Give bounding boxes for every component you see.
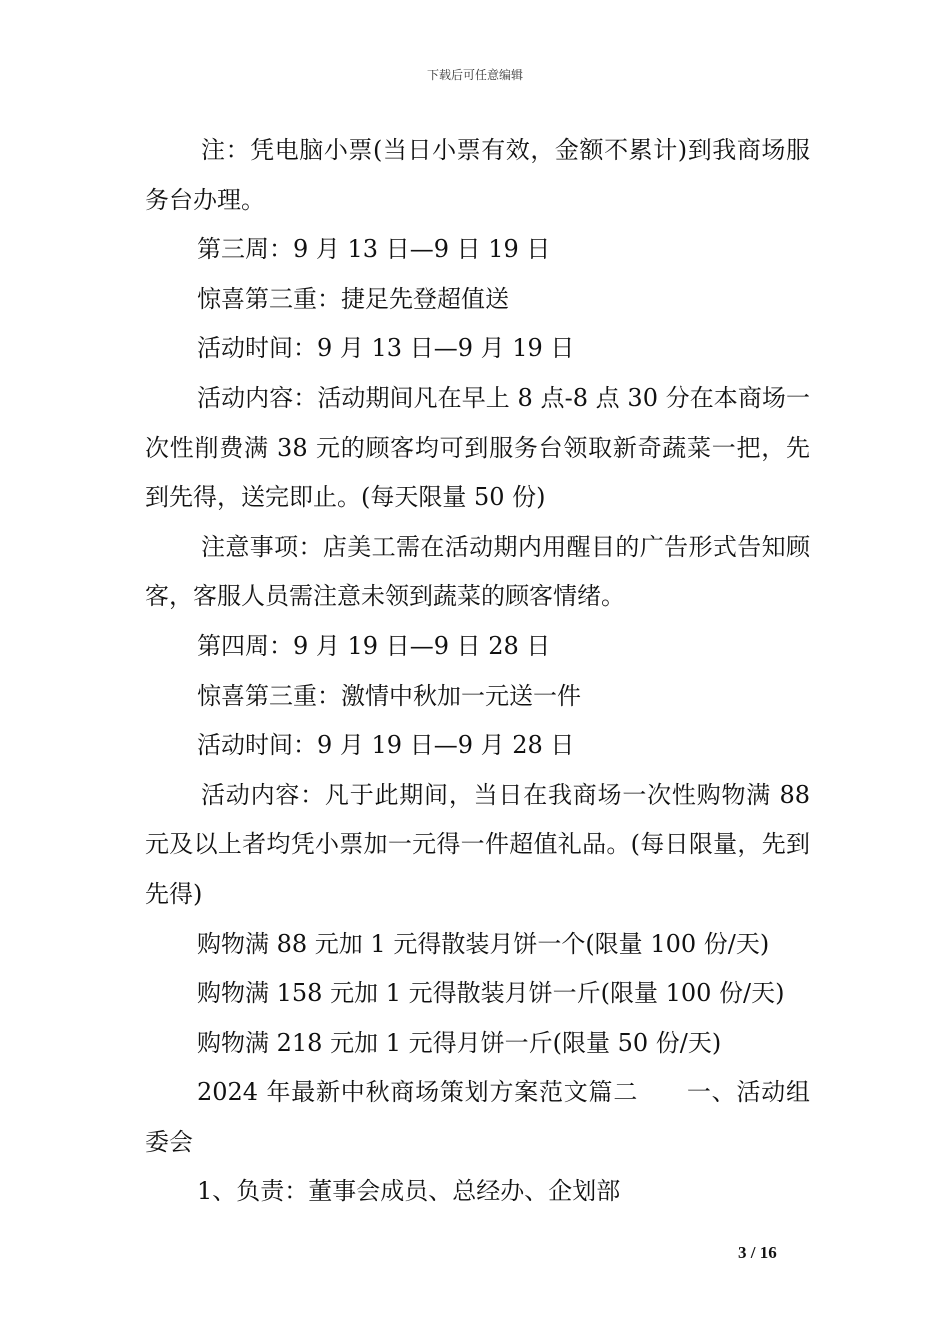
paragraph-activity-time-2: 活动时间：9 月 19 日—9 月 28 日 [197, 731, 575, 760]
page-number: 3 / 16 [738, 1243, 777, 1262]
paragraph-gift-158: 购物满 158 元加 1 元得散装月饼一斤(限量 100 份/天) [197, 979, 785, 1008]
paragraph-week4: 第四周：9 月 19 日—9 日 28 日 [197, 631, 551, 660]
paragraph-gift-218: 购物满 218 元加 1 元得月饼一斤(限量 50 份/天) [197, 1028, 722, 1057]
section-heading: 2024 年最新中秋商场策划方案范文篇二 [197, 1078, 639, 1107]
paragraph-activity-content-1: 活动内容：活动期间凡在早上 8 点-8 点 30 分在本商场一次性削费满 38 元的顾客均可到服务台领取新奇蔬菜一把，先到先得，送完即止。(每天限量 50 份) [145, 383, 810, 512]
document-body [145, 126, 810, 1217]
paragraph-note: 注：凭电脑小票(当日小票有效，金额不累计)到我商场服务台办理。 [145, 136, 810, 214]
paragraph-surprise3-title-2: 惊喜第三重：激情中秋加一元送一件 [197, 681, 581, 710]
paragraph-section-title [145, 1068, 810, 1167]
section-subheading: 一、活动组委会 [145, 1078, 811, 1156]
paragraph-notice: 注意事项：店美工需在活动期内用醒目的广告形式告知顾客，客服人员需注意未领到蔬菜的顾客情绪。 [145, 532, 810, 611]
paragraph-gift-88: 购物满 88 元加 1 元得散装月饼一个(限量 100 份/天) [197, 929, 770, 958]
page-header: 下载后可任意编辑 [426, 68, 523, 82]
paragraph-activity-content-2: 活动内容：凡于此期间，当日在我商场一次性购物满 88 元及以上者均凭小票加一元得一件超值礼品。(每日限量，先到先得) [145, 780, 810, 908]
paragraph-surprise3-title: 惊喜第三重：捷足先登超值送 [197, 284, 509, 313]
paragraph-week3: 第三周：9 月 13 日—9 日 19 日 [197, 235, 551, 264]
paragraph-responsible: 1、负责：董事会成员、总经办、企划部 [197, 1177, 621, 1206]
paragraph-activity-time-1: 活动时间：9 月 13 日—9 月 19 日 [197, 334, 575, 363]
